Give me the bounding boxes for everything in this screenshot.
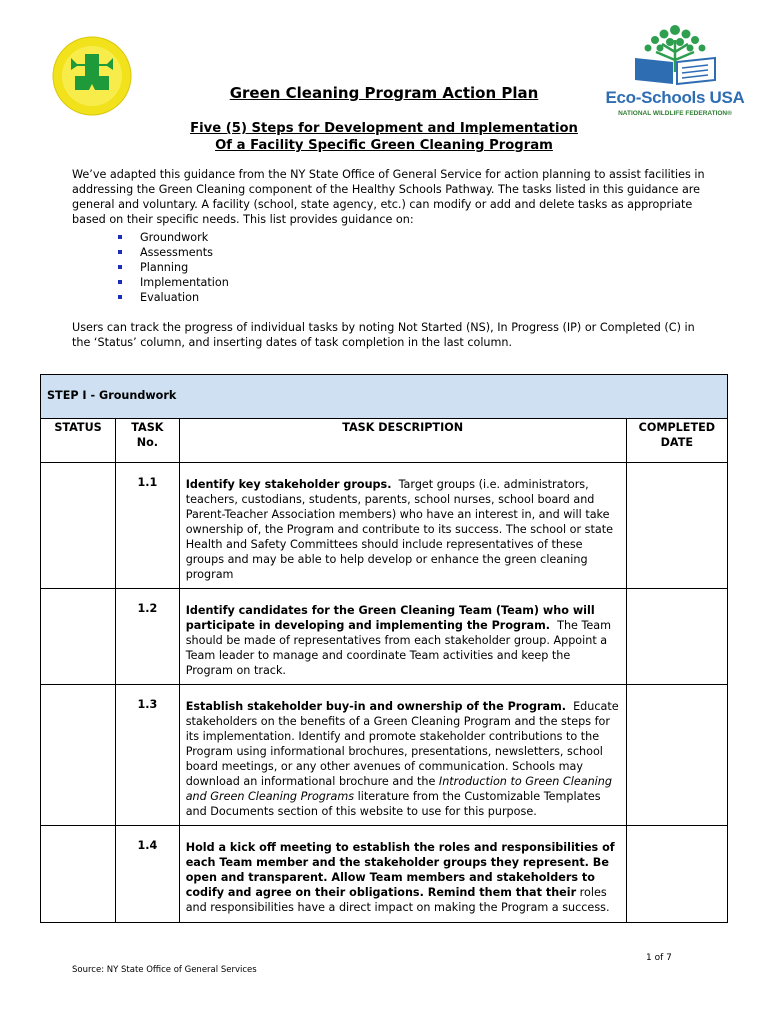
task-description <box>179 826 626 923</box>
list-item-label: Assessments <box>140 246 213 259</box>
completed-date-cell[interactable] <box>626 589 727 685</box>
table-row <box>41 589 728 685</box>
col-completed-header: COMPLETED DATE <box>626 419 727 463</box>
source-note: Source: NY State Office of General Services <box>72 965 257 975</box>
task-text: The Team should be made of representatives from each stakeholder group. Appoint a Team leader to manage and coordinate Team activities and keep the Program on track. <box>185 619 612 677</box>
page-number: 1 of 7 <box>646 953 672 963</box>
task-title: Identify key stakeholder groups. <box>185 478 392 491</box>
col-description-header: TASK DESCRIPTION <box>179 419 626 463</box>
intro-paragraph <box>72 167 712 227</box>
status-cell[interactable] <box>41 826 116 923</box>
task-text: literature from the Customizable Templates and Documents section of this website to use for this purpose. <box>185 790 601 818</box>
eco-logo-subtext: NATIONAL WILDLIFE FEDERATION® <box>618 110 732 117</box>
table-header-row <box>41 419 728 463</box>
completed-date-cell[interactable] <box>626 463 727 589</box>
task-text-italic: Introduction to Green Cleaning and Green Cleaning Programs <box>185 775 612 803</box>
task-text: Target groups (i.e. administrators, teachers, custodians, students, parents, school nurses, school board and Parent-Teacher Association members) who have an interest in, and will take ownership of, the Program and contribute to its success. The school or state Health and Safety Committees should include representatives of these groups and may be able to help develop or enhance the green cleaning program <box>185 478 613 581</box>
task-description <box>179 463 626 589</box>
list-item <box>114 245 229 260</box>
status-cell[interactable] <box>41 463 116 589</box>
guidance-list <box>114 230 229 305</box>
subtitle-line-1: Five (5) Steps for Development and Implementation <box>190 121 578 136</box>
bullet-icon <box>118 280 122 284</box>
status-cell[interactable] <box>41 589 116 685</box>
bullet-icon <box>118 265 122 269</box>
task-title: Identify candidates for the Green Cleaning Team (Team) who will participate in developing and implementing the Program. <box>185 604 595 632</box>
list-item-label: Implementation <box>140 276 229 289</box>
list-item-label: Evaluation <box>140 291 200 304</box>
task-text: Educate stakeholders on the benefits of a Green Cleaning Program and the steps for its implementation. Identify and promote stakeholder contributions to the Program using informational brochures, presentations, newsletters, school board meetings, or any other avenues of communication. Schools may download an informational brochure and the <box>185 700 619 788</box>
users-note: Users can track the progress of individual tasks by noting Not Started (NS), In Progress (IP) or Completed (C) in the ‘Status’ column, and inserting dates of task completion in the last column. <box>72 321 695 349</box>
page-title: Green Cleaning Program Action Plan <box>229 84 539 102</box>
eco-tree-book-icon <box>600 22 750 88</box>
list-item <box>114 260 229 275</box>
task-text: roles and responsibilities have a direct impact on making the Program a success. <box>185 886 610 914</box>
col-status-header: STATUS <box>41 419 116 463</box>
task-title: Establish stakeholder buy-in and ownership of the Program. <box>185 700 566 713</box>
task-number: 1.3 <box>116 685 180 826</box>
list-item-label: Groundwork <box>140 231 209 244</box>
completed-date-cell[interactable] <box>626 826 727 923</box>
healthy-schools-logo <box>52 36 132 116</box>
col-task-header: TASK No. <box>116 419 180 463</box>
table-row <box>41 826 728 923</box>
list-item <box>114 290 229 305</box>
task-title: Hold a kick off meeting to establish the roles and responsibilities of each Team member and the stakeholder groups they represent. Be open and transparent. Allow Team members and stakeholders to codify and agree on their obligations. Remind them that their <box>185 841 615 899</box>
task-description <box>179 685 626 826</box>
list-item <box>114 230 229 245</box>
eco-schools-logo <box>600 22 750 122</box>
list-item-label: Planning <box>140 261 189 274</box>
bullet-icon <box>118 250 122 254</box>
table-row <box>41 463 728 589</box>
subtitle-line-2: Of a Facility Specific Green Cleaning Program <box>215 138 553 153</box>
eco-logo-text: Eco-Schools USA <box>605 88 745 107</box>
action-plan-table <box>40 374 728 923</box>
task-description <box>179 589 626 685</box>
task-number: 1.1 <box>116 463 180 589</box>
step-header: STEP I - Groundwork <box>41 375 728 419</box>
table-row <box>41 685 728 826</box>
task-number: 1.2 <box>116 589 180 685</box>
completed-date-cell[interactable] <box>626 685 727 826</box>
intro-text: We’ve adapted this guidance from the NY State Office of General Service for action planning to assist facilities in addressing the Green Cleaning component of the Healthy Schools Pathway. The tasks listed in this guidance are general and voluntary. A facility (school, state agency, etc.) can modify or add and delete tasks as appropriate based on their specific needs. This list provides guidance on: <box>72 168 705 226</box>
bullet-icon <box>118 295 122 299</box>
task-number: 1.4 <box>116 826 180 923</box>
bullet-icon <box>118 235 122 239</box>
list-item <box>114 275 229 290</box>
status-cell[interactable] <box>41 685 116 826</box>
